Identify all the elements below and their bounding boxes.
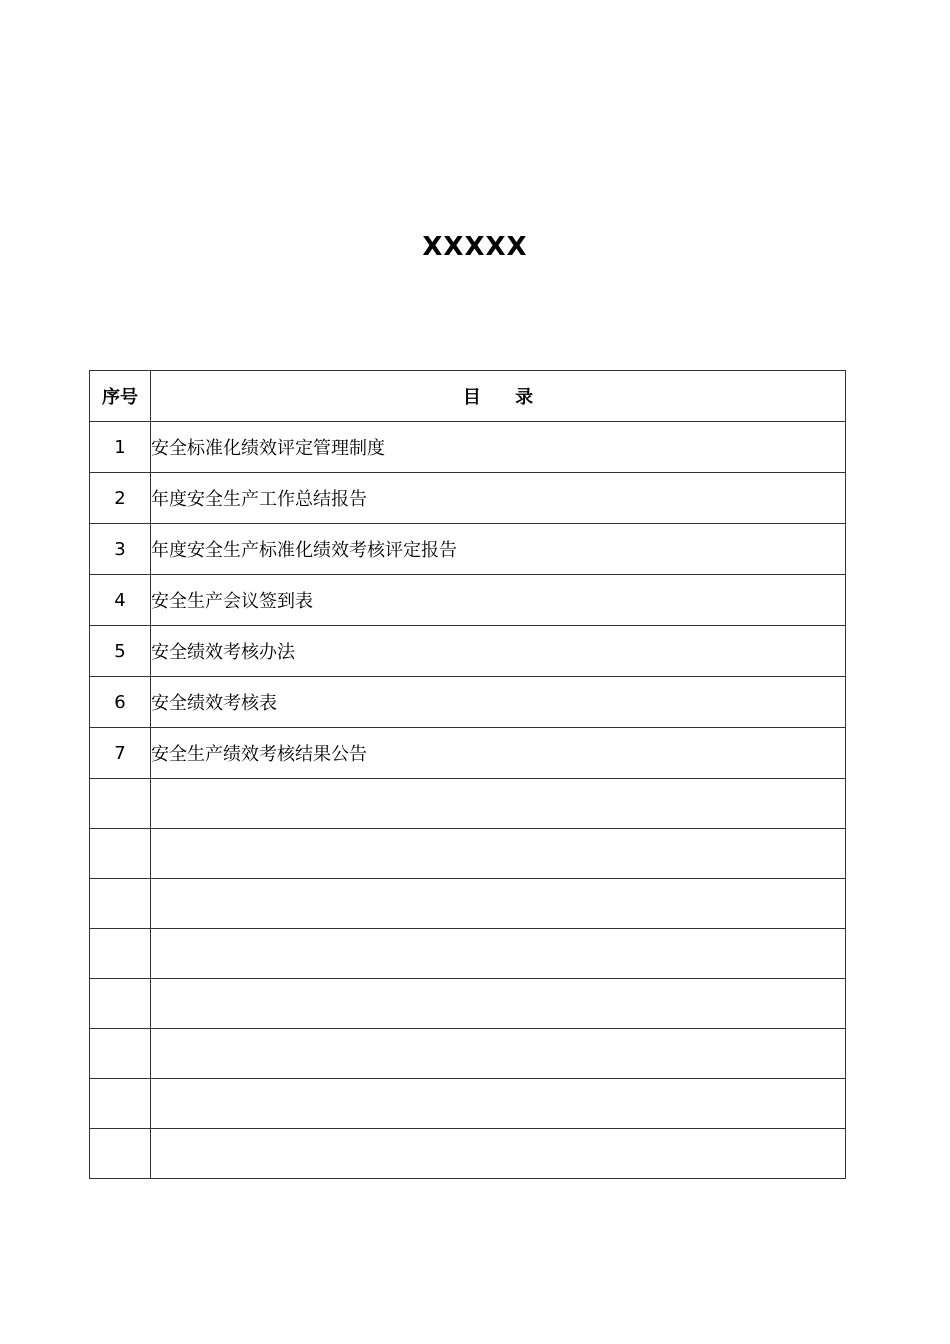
header-number: 序号: [90, 371, 151, 422]
empty-table-row: [90, 1029, 846, 1079]
empty-name-cell: [151, 879, 846, 929]
empty-name-cell: [151, 1079, 846, 1129]
empty-number-cell: [90, 779, 151, 829]
empty-name-cell: [151, 979, 846, 1029]
empty-number-cell: [90, 929, 151, 979]
row-name: 安全生产绩效考核结果公告: [151, 728, 846, 779]
empty-name-cell: [151, 779, 846, 829]
empty-number-cell: [90, 1079, 151, 1129]
empty-name-cell: [151, 829, 846, 879]
table-row: [90, 728, 846, 779]
empty-name-cell: [151, 1029, 846, 1079]
empty-table-row: [90, 929, 846, 979]
row-number: 2: [90, 473, 151, 524]
empty-table-row: [90, 1129, 846, 1179]
table-row: [90, 524, 846, 575]
row-name: 安全绩效考核表: [151, 677, 846, 728]
row-number: 6: [90, 677, 151, 728]
row-name: 年度安全生产标准化绩效考核评定报告: [151, 524, 846, 575]
row-name: 安全绩效考核办法: [151, 626, 846, 677]
table-row: [90, 626, 846, 677]
table-row: [90, 422, 846, 473]
table-header-row: [90, 371, 846, 422]
table-row: [90, 575, 846, 626]
empty-number-cell: [90, 1029, 151, 1079]
table-row: [90, 473, 846, 524]
table-row: [90, 677, 846, 728]
empty-number-cell: [90, 979, 151, 1029]
empty-table-row: [90, 979, 846, 1029]
header-contents: [151, 371, 846, 422]
row-number: 3: [90, 524, 151, 575]
header-contents-label: 目 录: [462, 387, 548, 408]
empty-number-cell: [90, 879, 151, 929]
empty-name-cell: [151, 1129, 846, 1179]
empty-table-row: [90, 779, 846, 829]
empty-number-cell: [90, 829, 151, 879]
empty-table-row: [90, 879, 846, 929]
row-number: 1: [90, 422, 151, 473]
row-number: 5: [90, 626, 151, 677]
row-name: 安全标准化绩效评定管理制度: [151, 422, 846, 473]
empty-name-cell: [151, 929, 846, 979]
empty-table-row: [90, 1079, 846, 1129]
empty-number-cell: [90, 1129, 151, 1179]
row-number: 7: [90, 728, 151, 779]
document-title: XXXXX: [422, 232, 528, 262]
row-name: 安全生产会议签到表: [151, 575, 846, 626]
table-of-contents: [89, 370, 846, 1179]
row-number: 4: [90, 575, 151, 626]
empty-table-row: [90, 829, 846, 879]
row-name: 年度安全生产工作总结报告: [151, 473, 846, 524]
